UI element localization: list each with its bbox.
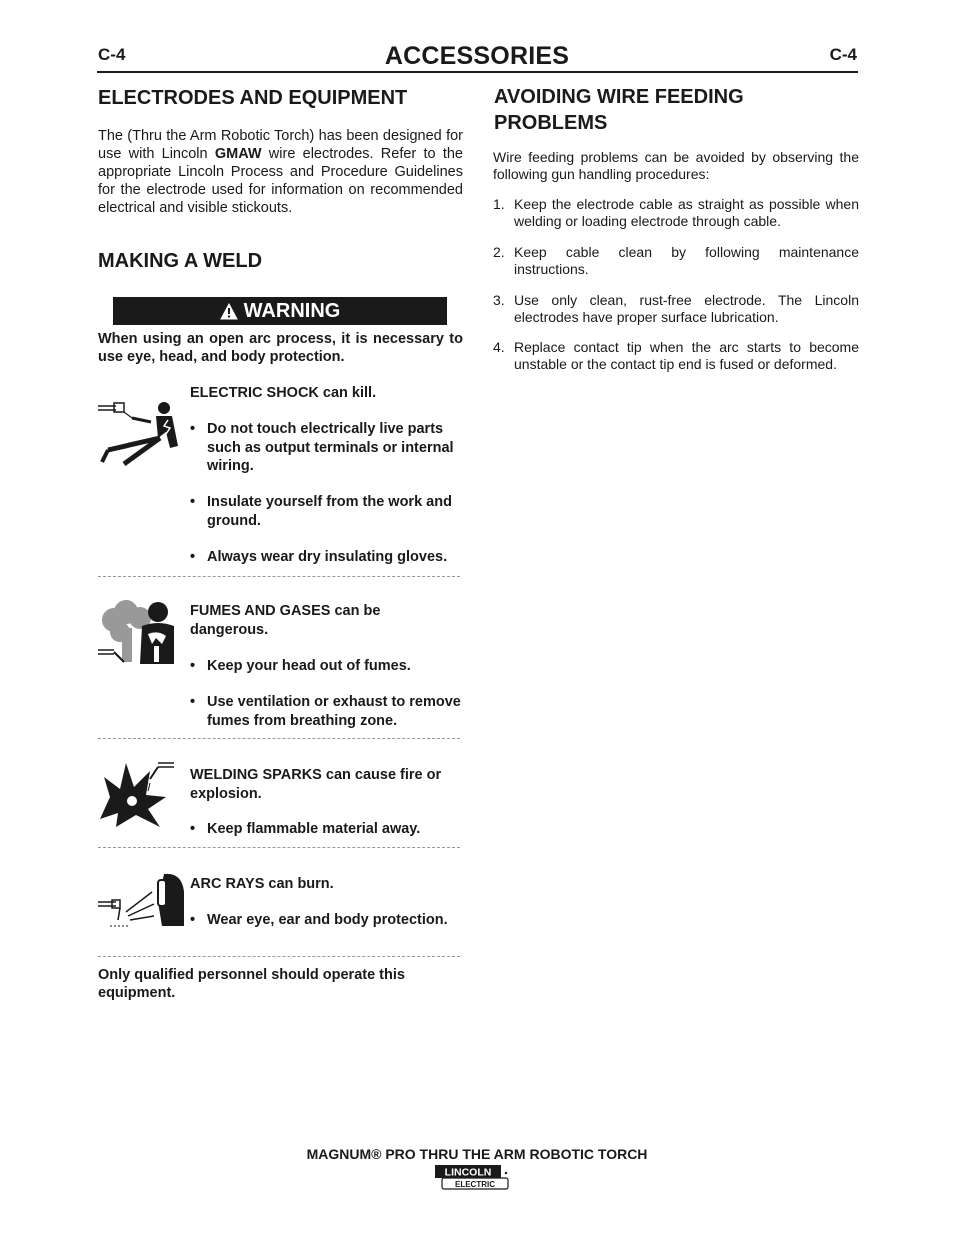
electrodes-heading: ELECTRODES AND EQUIPMENT	[98, 87, 408, 109]
electrodes-text-a: The (Thru the Arm Robotic Torch) has been designed for use with Lincoln	[98, 128, 463, 162]
procedure-step: 3. Use only clean, rust-free electrode. The Lincoln electrodes have proper surface lubrication.	[493, 292, 859, 325]
page-title: ACCESSORIES	[384, 42, 570, 70]
wire-feeding-heading-line1: AVOIDING WIRE FEEDING	[494, 86, 744, 108]
header-rule	[97, 71, 858, 73]
page-code-right: C-4	[829, 45, 857, 64]
page-code-left: C-4	[98, 45, 126, 64]
electrodes-paragraph	[98, 127, 463, 217]
electric-shock-icon	[96, 398, 186, 472]
fumes-bullet-2: • Use ventilation or exhaust to remove fumes from breathing zone.	[190, 694, 461, 729]
wire-feeding-intro: Wire feeding problems can be avoided by observing the following gun handling procedures:	[493, 149, 859, 182]
warning-intro: When using an open arc process, it is necessary to use eye, head, and body protection.	[98, 331, 463, 365]
divider	[98, 847, 460, 848]
sparks-title: WELDING SPARKS can cause fire or explosion.	[190, 767, 442, 802]
arc-rays-icon	[96, 866, 188, 932]
arc-bullet-1: • Wear eye, ear and body protection.	[190, 912, 448, 928]
shock-title: ELECTRIC SHOCK can kill.	[190, 385, 377, 401]
arc-title: ARC RAYS can burn.	[190, 876, 334, 892]
sparks-bullet-1: • Keep flammable material away.	[190, 821, 421, 837]
fumes-icon	[96, 598, 186, 666]
shock-bullet-3: • Always wear dry insulating gloves.	[190, 549, 448, 565]
sparks-explosion-icon	[96, 757, 186, 829]
wire-feeding-heading	[494, 84, 744, 136]
shock-bullet-2: • Insulate yourself from the work and ground.	[190, 494, 452, 529]
wire-feeding-heading-line2: PROBLEMS	[494, 112, 608, 134]
closing-note: Only qualified personnel should operate this equipment.	[98, 967, 405, 1001]
logo-top-text: LINCOLN	[444, 1166, 492, 1179]
making-weld-heading: MAKING A WELD	[98, 250, 263, 272]
logo-bottom-text: ELECTRIC	[455, 1180, 495, 1189]
procedure-step: 1. Keep the electrode cable as straight as possible when welding or loading electrode through cable.	[493, 196, 859, 229]
shock-bullet-1: • Do not touch electrically live parts such as output terminals or internal wiring.	[190, 421, 454, 474]
warning-label: WARNING	[243, 299, 341, 322]
fumes-bullet-1: • Keep your head out of fumes.	[190, 658, 411, 674]
electrodes-text-bold: GMAW	[214, 146, 262, 162]
footer-product-name: MAGNUM® PRO THRU THE ARM ROBOTIC TORCH	[306, 1146, 648, 1162]
warning-triangle-icon	[220, 303, 238, 320]
procedure-step: 2. Keep cable clean by following maintenance instructions.	[493, 244, 859, 277]
electrodes-text-b: wire electrodes. Refer to the appropriate Lincoln Process and Procedure Guidelines for the electrode used for information on recommended electrical and visible stickouts.	[98, 146, 463, 216]
fumes-title: FUMES AND GASES can be dangerous.	[190, 603, 381, 638]
divider	[98, 956, 460, 957]
divider	[98, 576, 460, 577]
warning-banner	[113, 297, 447, 325]
procedure-step: 4. Replace contact tip when the arc starts to become unstable or the contact tip end is fused or deformed.	[493, 339, 859, 372]
divider	[98, 738, 460, 739]
lincoln-electric-logo	[434, 1164, 512, 1190]
